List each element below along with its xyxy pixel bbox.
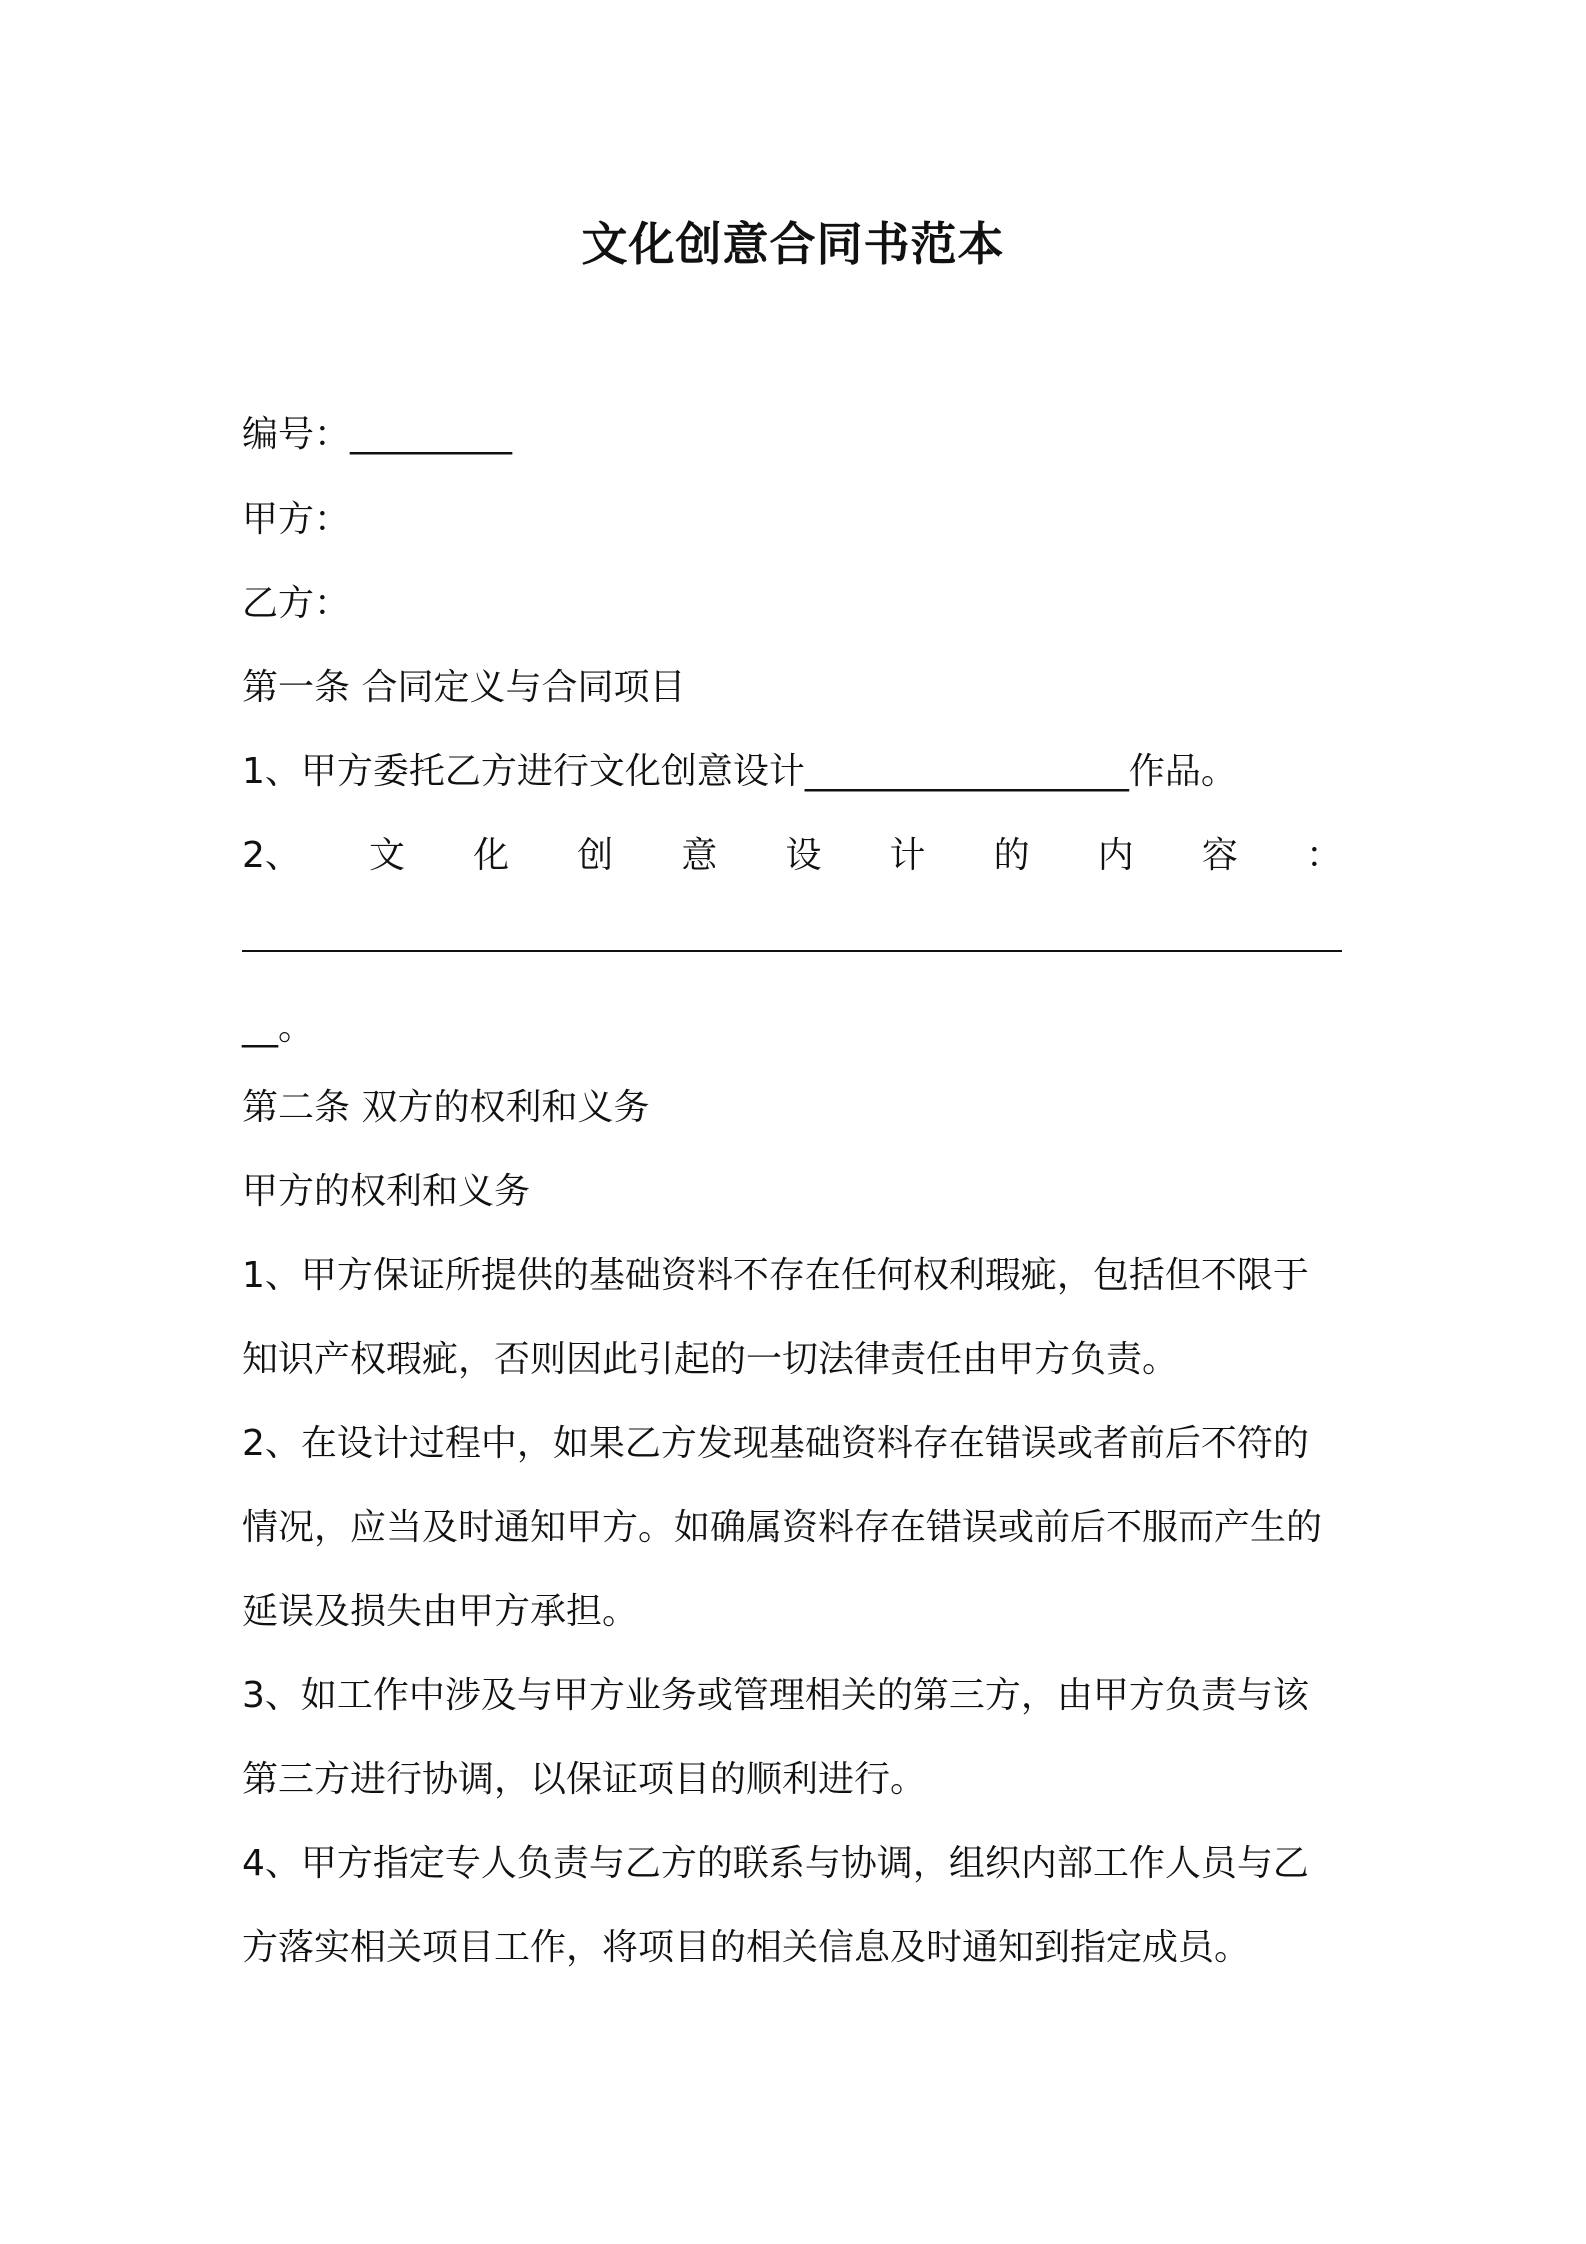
article-1-item-2-end: __。 xyxy=(242,1007,315,1048)
article-2-heading: 第二条 双方的权利和义务 xyxy=(242,1087,650,1128)
spaced-char: 计 xyxy=(889,835,926,876)
spaced-char: ： xyxy=(1305,835,1342,876)
party-a-rights-heading: 甲方的权利和义务 xyxy=(242,1171,531,1212)
spaced-char: 2、 xyxy=(242,835,301,876)
spaced-char: 文 xyxy=(369,835,406,876)
paragraph-line: 情况，应当及时通知甲方。如确属资料存在错误或前后不服而产生的 xyxy=(242,1507,1323,1548)
spaced-char: 内 xyxy=(1097,835,1134,876)
paragraph-line: 方落实相关项目工作，将项目的相关信息及时通知到指定成员。 xyxy=(242,1927,1251,1968)
paragraph-line: 3、如工作中涉及与甲方业务或管理相关的第三方，由甲方负责与该 xyxy=(242,1675,1309,1716)
paragraph-line: 知识产权瑕疵，否则因此引起的一切法律责任由甲方负责。 xyxy=(242,1339,1179,1380)
article-1-item-1: 1、甲方委托乙方进行文化创意设计__________________作品。 xyxy=(242,751,1237,792)
article-1-item-2 xyxy=(242,830,1342,882)
spaced-char: 创 xyxy=(577,835,614,876)
paragraph-line: 1、甲方保证所提供的基础资料不存在任何权利瑕疵，包括但不限于 xyxy=(242,1255,1309,1296)
spaced-char: 设 xyxy=(785,835,822,876)
paragraph-line: 2、在设计过程中，如果乙方发现基础资料存在错误或者前后不符的 xyxy=(242,1423,1309,1464)
paragraph-line: 4、甲方指定专人负责与乙方的联系与协调，组织内部工作人员与乙 xyxy=(242,1843,1309,1884)
party-a-line: 甲方： xyxy=(242,499,351,540)
spaced-char: 化 xyxy=(473,835,510,876)
contract-number-line: 编号：_________ xyxy=(242,414,513,455)
party-b-line: 乙方： xyxy=(242,583,351,624)
document-title: 文化创意合同书范本 xyxy=(581,217,1005,271)
blank-fill-line xyxy=(242,950,1342,952)
paragraph-line: 延误及损失由甲方承担。 xyxy=(242,1591,639,1632)
spaced-char: 意 xyxy=(681,835,718,876)
spaced-char: 容 xyxy=(1201,835,1238,876)
article-1-heading: 第一条 合同定义与合同项目 xyxy=(242,667,686,708)
spaced-char: 的 xyxy=(993,835,1030,876)
paragraph-line: 第三方进行协调，以保证项目的顺利进行。 xyxy=(242,1759,927,1800)
